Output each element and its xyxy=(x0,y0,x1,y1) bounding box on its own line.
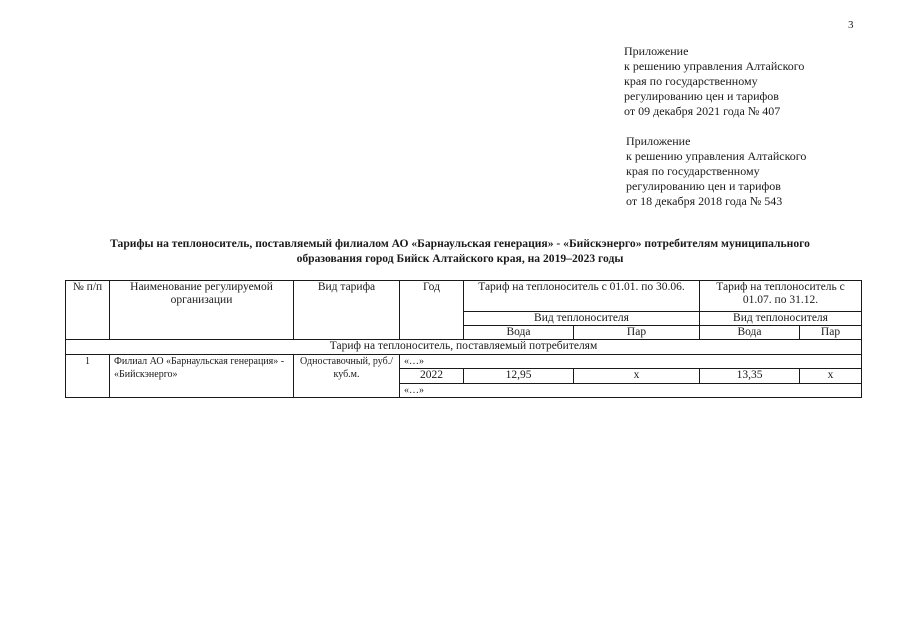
page-number: 3 xyxy=(848,19,854,31)
appendix-2021-block xyxy=(624,44,804,119)
header-period-h2: Тариф на теплоноситель с 01.07. по 31.12. xyxy=(700,281,862,312)
tariff-table xyxy=(65,280,862,398)
ellipsis-top: «…» xyxy=(400,355,862,369)
appendix-date-line: от 09 декабря 2021 года № 407 xyxy=(624,104,781,118)
header-water-h2: Вода xyxy=(700,326,800,340)
appendix-line: к решению управления Алтайского xyxy=(626,149,807,163)
row-tariff-type: Одноставочный, руб./куб.м. xyxy=(294,355,400,398)
header-organization: Наименование регулируемой организации xyxy=(110,281,294,340)
header-carrier-type-h1: Вид теплоносителя xyxy=(464,312,700,326)
title-line-1: Тарифы на теплоноситель, поставляемый филиалом АО «Барнаульская генерация» - «Бийскэнерго» потребителям муниципального xyxy=(110,237,810,250)
cell-steam-h2: х xyxy=(800,369,862,384)
appendix-line: Приложение xyxy=(626,134,691,148)
header-tariff-type: Вид тарифа xyxy=(294,281,400,340)
header-steam-h1: Пар xyxy=(574,326,700,340)
row-number: 1 xyxy=(66,355,110,398)
appendix-2018-block xyxy=(626,134,806,209)
ellipsis-bottom: «…» xyxy=(400,384,862,398)
appendix-line: к решению управления Алтайского xyxy=(624,59,805,73)
header-year: Год xyxy=(400,281,464,340)
header-carrier-type-h2: Вид теплоносителя xyxy=(700,312,862,326)
header-water-h1: Вода xyxy=(464,326,574,340)
section-title: Тариф на теплоноситель, поставляемый потребителям xyxy=(66,340,862,355)
appendix-line: регулированию цен и тарифов xyxy=(626,179,781,193)
appendix-line: Приложение xyxy=(624,44,689,58)
document-title xyxy=(60,236,860,266)
header-period-h1: Тариф на теплоноситель с 01.01. по 30.06. xyxy=(464,281,700,312)
appendix-date-line: от 18 декабря 2018 года № 543 xyxy=(626,194,783,208)
cell-water-h2: 13,35 xyxy=(700,369,800,384)
row-year: 2022 xyxy=(400,369,464,384)
row-organization: Филиал АО «Барнаульская генерация» - «Бийскэнерго» xyxy=(110,355,294,398)
appendix-line: края по государственному xyxy=(626,164,760,178)
title-line-2: образования город Бийск Алтайского края, на 2019–2023 годы xyxy=(296,252,624,265)
appendix-line: регулированию цен и тарифов xyxy=(624,89,779,103)
appendix-line: края по государственному xyxy=(624,74,758,88)
header-steam-h2: Пар xyxy=(800,326,862,340)
header-num: № п/п xyxy=(66,281,110,340)
cell-water-h1: 12,95 xyxy=(464,369,574,384)
cell-steam-h1: х xyxy=(574,369,700,384)
